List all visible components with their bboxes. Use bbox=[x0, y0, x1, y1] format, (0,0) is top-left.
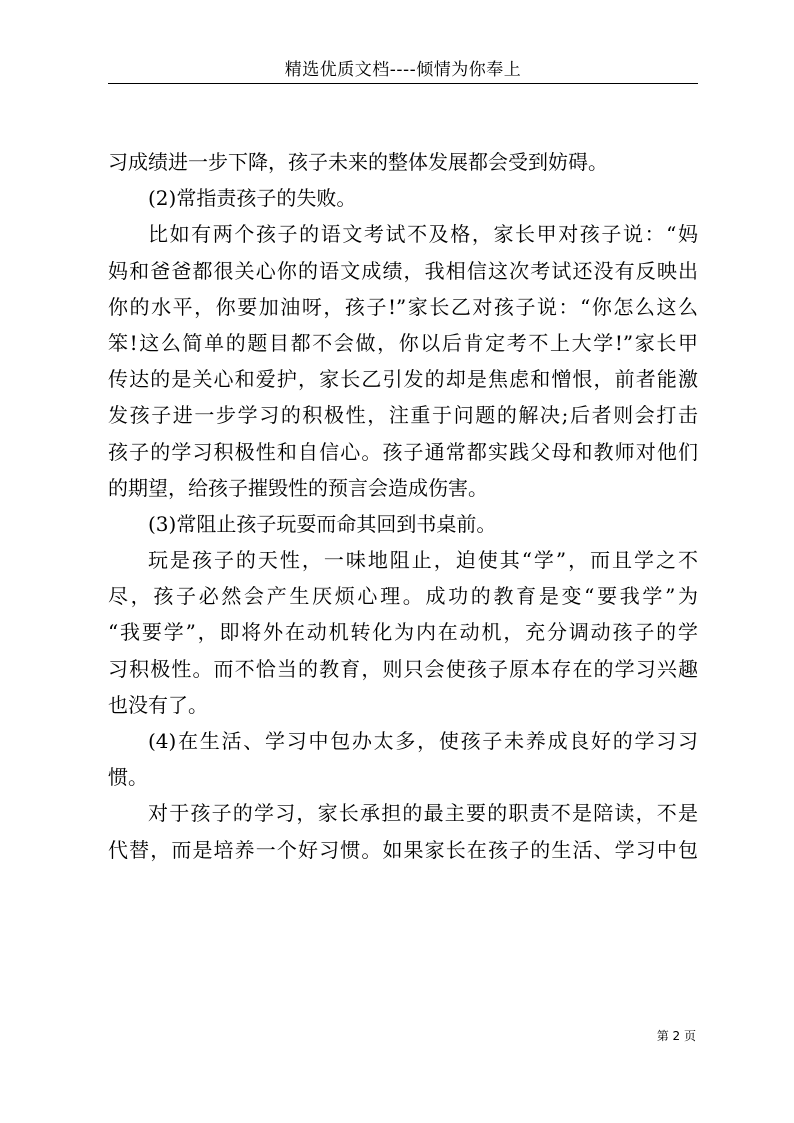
text-line: 尽，孩子必然会产生厌烦心理。成功的教育是变“要我学”为 bbox=[108, 584, 698, 609]
text-line: (4)在生活、学习中包办太多，使孩子未养成良好的学习习 bbox=[148, 729, 698, 753]
text-line: 你的水平，你要加油呀，孩子!”家长乙对孩子说：“你怎么这么 bbox=[108, 294, 698, 319]
text-line: “我要学”，即将外在动机转化为内在动机，充分调动孩子的学 bbox=[108, 620, 698, 645]
text-line: 妈和爸爸都很关心你的语文成绩，我相信这次考试还没有反映出 bbox=[108, 258, 698, 283]
text-line: 笨!这么简单的题目都不会做，你以后肯定考不上大学!”家长甲 bbox=[108, 330, 698, 355]
text-line: (3)常阻止孩子玩耍而命其回到书桌前。 bbox=[148, 511, 497, 536]
text-line: 对于孩子的学习，家长承担的最主要的职责不是陪读，不是 bbox=[148, 801, 698, 826]
text-line: 比如有两个孩子的语文考试不及格，家长甲对孩子说：“妈 bbox=[148, 222, 698, 247]
header-divider bbox=[108, 83, 698, 84]
text-line: 代替，而是培养一个好习惯。如果家长在孩子的生活、学习中包 bbox=[108, 837, 698, 862]
text-line: 玩是孩子的天性，一味地阻止，迫使其“学”，而且学之不 bbox=[148, 548, 698, 573]
text-line: (2)常指责孩子的失败。 bbox=[148, 186, 357, 211]
text-line: 传达的是关心和爱护，家长乙引发的却是焦虑和憎恨，前者能激 bbox=[108, 367, 698, 392]
document-body bbox=[108, 144, 698, 868]
text-line: 惯。 bbox=[108, 765, 148, 790]
text-line: 也没有了。 bbox=[108, 692, 208, 717]
text-line: 孩子的学习积极性和自信心。孩子通常都实践父母和教师对他们 bbox=[108, 439, 698, 464]
page-header-title: 精选优质文档----倾情为你奉上 bbox=[284, 60, 522, 80]
text-line: 习积极性。而不恰当的教育，则只会使孩子原本存在的学习兴趣 bbox=[108, 656, 698, 681]
text-line: 习成绩进一步下降，孩子未来的整体发展都会受到妨碍。 bbox=[108, 150, 608, 174]
text-line: 发孩子进一步学习的积极性，注重于问题的解决;后者则会打击 bbox=[108, 403, 698, 428]
page-number: 第 2 页 bbox=[656, 1029, 696, 1043]
text-line: 的期望，给孩子摧毁性的预言会造成伤害。 bbox=[108, 475, 488, 500]
